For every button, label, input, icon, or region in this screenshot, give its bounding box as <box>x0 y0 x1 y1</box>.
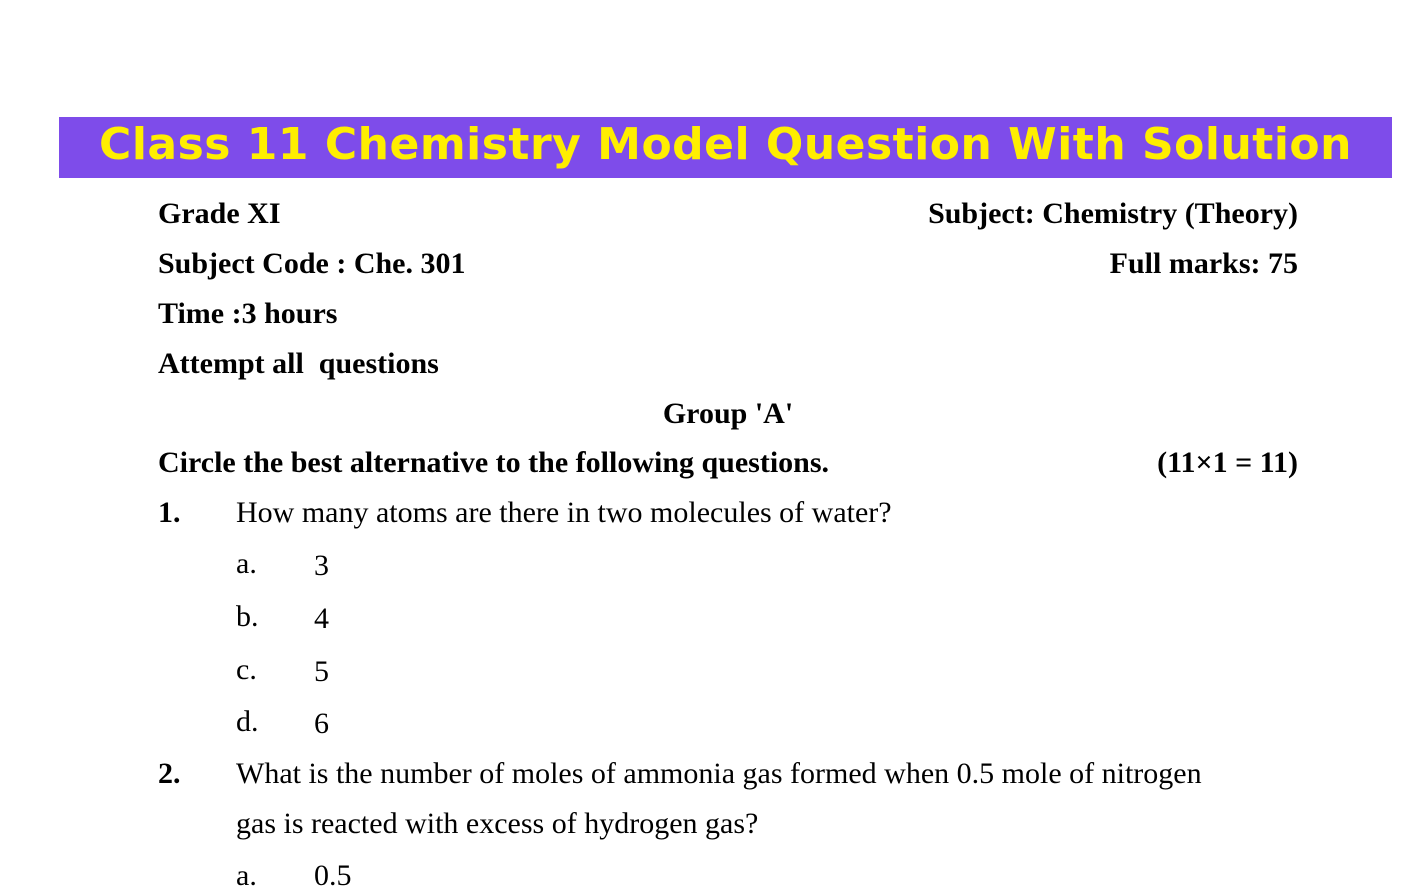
question-number: 2. <box>158 757 181 790</box>
header-row-grade <box>158 197 1298 237</box>
subject-label: Subject: Chemistry (Theory) <box>928 197 1298 230</box>
question-text-line1: What is the number of moles of ammonia gas formed when 0.5 mole of nitrogen <box>236 757 1202 790</box>
group-directions-row <box>158 446 1298 486</box>
header-row-code <box>158 247 1298 287</box>
instruction-label: Attempt all questions <box>158 347 439 380</box>
option-value: 5 <box>314 655 329 688</box>
option-value: 4 <box>314 602 329 635</box>
question-text: How many atoms are there in two molecules of water? <box>236 496 892 529</box>
header-row-instruction <box>158 347 1298 387</box>
group-title-row <box>158 397 1298 437</box>
group-marks: (11×1 = 11) <box>1157 446 1298 479</box>
option-value: 3 <box>314 549 329 582</box>
time-label: Time :3 hours <box>158 297 338 330</box>
option-letter: a. <box>236 859 257 886</box>
title-banner <box>59 117 1392 178</box>
grade-label: Grade XI <box>158 197 281 230</box>
question-number: 1. <box>158 496 181 529</box>
banner-title: Class 11 Chemistry Model Question With Solution <box>99 119 1352 170</box>
group-title: Group 'A' <box>662 397 794 430</box>
option-letter: d. <box>236 705 259 738</box>
option-letter: a. <box>236 547 257 580</box>
header-row-time <box>158 297 1298 337</box>
option-letter: c. <box>236 653 257 686</box>
question-text-line2: gas is reacted with excess of hydrogen gas? <box>236 807 759 840</box>
group-directions: Circle the best alternative to the following questions. <box>158 446 830 479</box>
option-value: 0.5 <box>314 859 352 886</box>
option-letter: b. <box>236 600 259 633</box>
full-marks-label: Full marks: 75 <box>1109 247 1298 280</box>
option-value: 6 <box>314 707 329 740</box>
subject-code-label: Subject Code : Che. 301 <box>158 247 466 280</box>
